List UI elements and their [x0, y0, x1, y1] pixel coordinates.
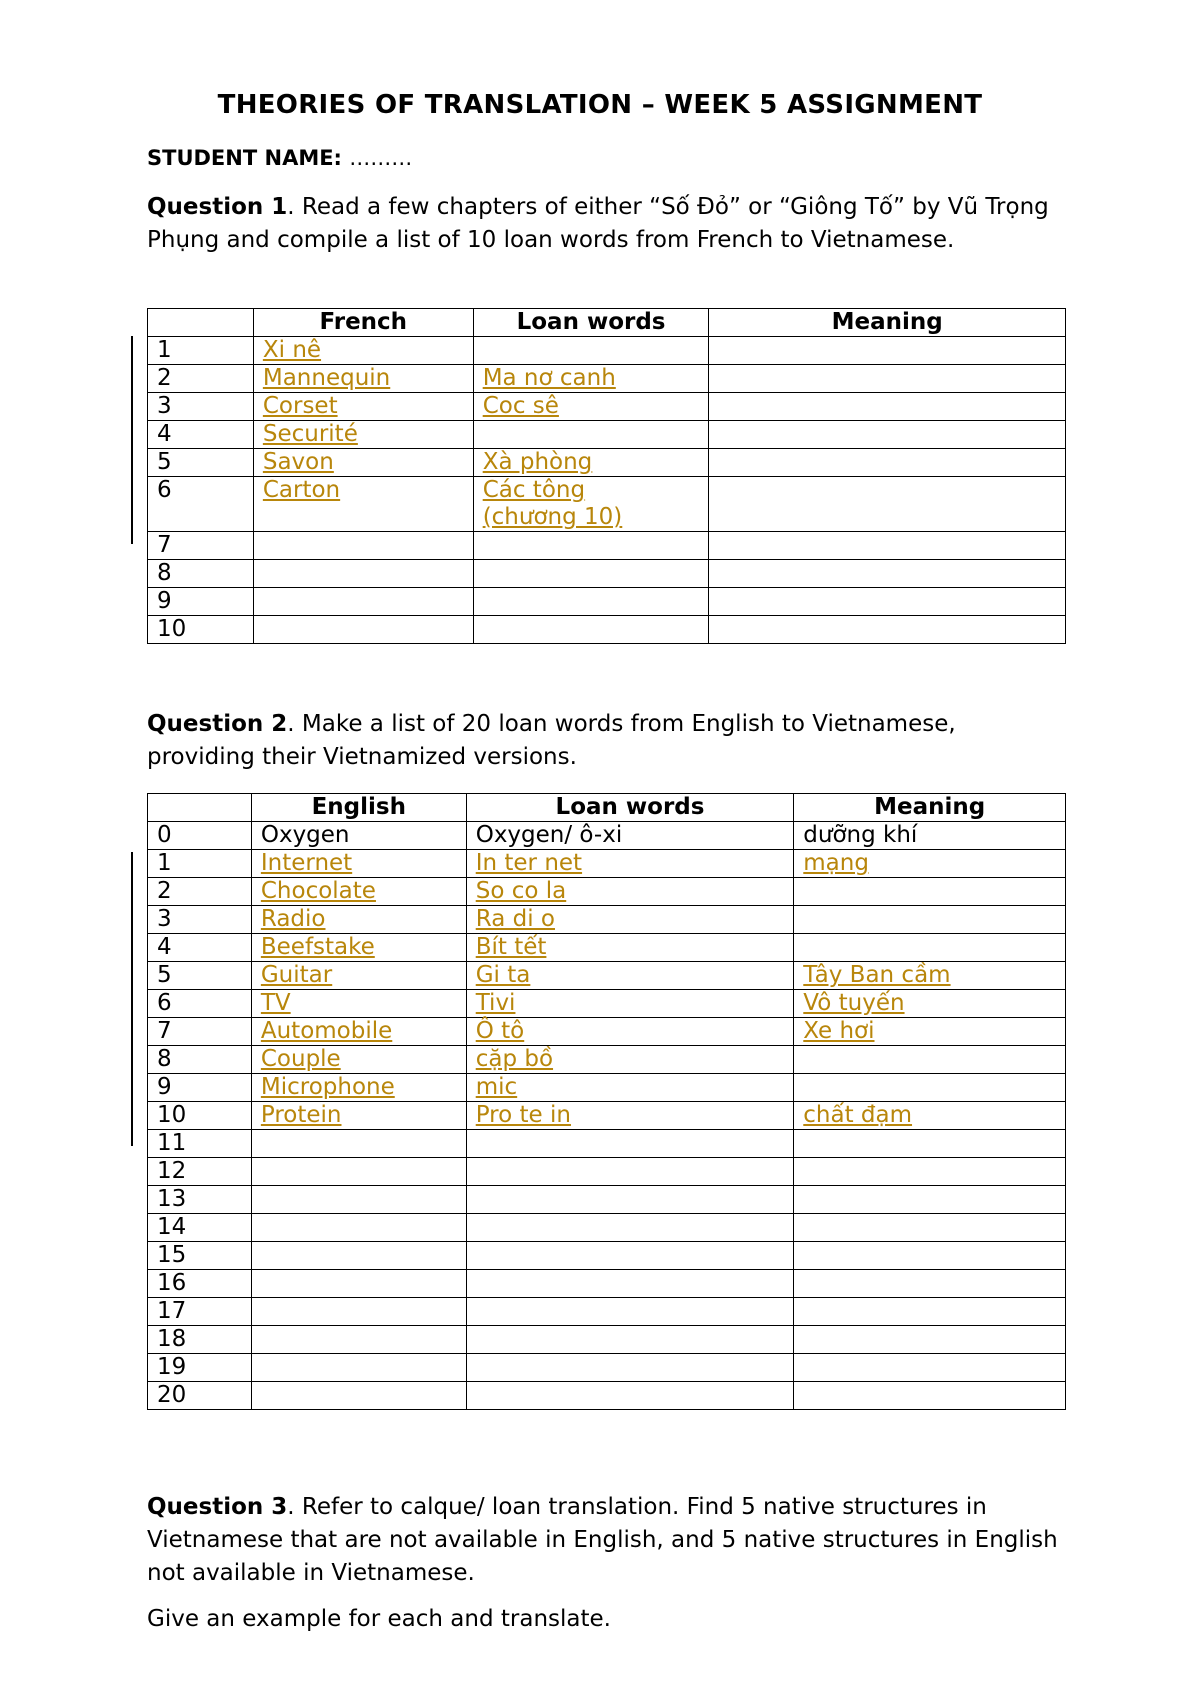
table-cell-n: 13: [148, 1186, 252, 1214]
table-cell-n: 2: [148, 365, 254, 393]
table-cell-loan[interactable]: [473, 421, 709, 449]
table-row: [148, 1382, 1066, 1410]
table-cell-src: [251, 934, 466, 962]
table-cell-meaning[interactable]: [794, 1270, 1066, 1298]
table-cell-loan: [473, 449, 709, 477]
student-name-line: [147, 146, 412, 170]
loan-word-link[interactable]: Corset: [262, 393, 338, 419]
table-cell-loan: [473, 365, 709, 393]
table-cell-src: [251, 1018, 466, 1046]
loan-word-link[interactable]: mạng: [803, 850, 869, 876]
loan-word-link[interactable]: Carton: [262, 477, 341, 503]
table-cell-n: 11: [148, 1130, 252, 1158]
table-cell-src: [253, 393, 473, 421]
table-cell-src[interactable]: [253, 588, 473, 616]
table-cell-loan: [466, 878, 794, 906]
table-cell-n: 8: [148, 1046, 252, 1074]
loan-word-link[interactable]: In ter net: [475, 850, 583, 876]
table-cell-n: 10: [148, 1102, 252, 1130]
loan-word-link[interactable]: Savon: [262, 449, 334, 475]
loan-word-link[interactable]: Chocolate: [260, 878, 376, 904]
question-3-instruction: Give an example for each and translate.: [147, 1606, 611, 1632]
question-2-label: Question 2: [147, 711, 288, 737]
table-cell-src[interactable]: [253, 532, 473, 560]
loan-word-link[interactable]: Radio: [260, 906, 326, 932]
table-cell-loan: [466, 906, 794, 934]
table-cell-n: 20: [148, 1382, 252, 1410]
table-cell-meaning[interactable]: [709, 588, 1066, 616]
table-row: [148, 616, 1066, 644]
table-cell-meaning[interactable]: [794, 934, 1066, 962]
column-header: [148, 309, 254, 337]
table-row: [148, 337, 1066, 365]
table-cell-loan[interactable]: Oxygen/ ô-xi: [466, 822, 794, 850]
change-bar: [131, 336, 133, 544]
table-cell-src: [251, 906, 466, 934]
table-cell-meaning[interactable]: [794, 1214, 1066, 1242]
document-title: THEORIES OF TRANSLATION – WEEK 5 ASSIGNMENT: [217, 90, 983, 120]
table-cell-n: 2: [148, 878, 252, 906]
table-cell-src[interactable]: [251, 1242, 466, 1270]
table-cell-src[interactable]: [251, 1214, 466, 1242]
table-cell-n: 5: [148, 962, 252, 990]
table-cell-loan[interactable]: [466, 1158, 794, 1186]
loan-word-link[interactable]: Gi ta: [475, 962, 531, 988]
column-header: Loan words: [466, 794, 794, 822]
table-row: [148, 393, 1066, 421]
table-cell-src: [253, 365, 473, 393]
table-cell-loan[interactable]: [466, 1242, 794, 1270]
table-cell-meaning[interactable]: [709, 449, 1066, 477]
table-cell-meaning[interactable]: [794, 1354, 1066, 1382]
table-cell-loan: [466, 1102, 794, 1130]
column-header: Meaning: [709, 309, 1066, 337]
loan-word-link[interactable]: chất đạm: [803, 1102, 913, 1128]
table-cell-n: 3: [148, 906, 252, 934]
table-cell-meaning[interactable]: [794, 1242, 1066, 1270]
table-cell-loan[interactable]: [473, 560, 709, 588]
table-cell-meaning[interactable]: dưỡng khí: [794, 822, 1066, 850]
loan-word-link[interactable]: Ra di o: [475, 906, 555, 932]
table-row: [148, 1214, 1066, 1242]
table-cell-src: [251, 990, 466, 1018]
table-cell-src: [253, 449, 473, 477]
table-row: [148, 1242, 1066, 1270]
table-cell-loan[interactable]: [466, 1326, 794, 1354]
table-row: [148, 934, 1066, 962]
loan-word-link[interactable]: Coc sê: [482, 393, 559, 419]
table-cell-loan[interactable]: [473, 616, 709, 644]
table-row: [148, 1046, 1066, 1074]
table-cell-n: 5: [148, 449, 254, 477]
table-cell-meaning: [794, 1018, 1066, 1046]
table-cell-meaning[interactable]: [709, 532, 1066, 560]
question-3-label: Question 3: [147, 1494, 288, 1520]
loan-word-link[interactable]: Pro te in: [475, 1102, 571, 1128]
table-cell-src[interactable]: [251, 1270, 466, 1298]
loan-word-link[interactable]: Xe hơi: [803, 1018, 875, 1044]
loan-word-link[interactable]: Automobile: [260, 1018, 393, 1044]
table-cell-loan: [473, 477, 709, 532]
loan-word-link[interactable]: Guitar: [260, 962, 333, 988]
question-1-body: . Read a few chapters of either “Số Đỏ” or “Giông Tố” by Vũ Trọng Phụng and compile a list of 10 loan words from French to Vietnamese.: [147, 194, 1049, 253]
loan-word-link[interactable]: Microphone: [260, 1074, 395, 1100]
table-row: [148, 1158, 1066, 1186]
table-row: [148, 1298, 1066, 1326]
table-cell-src[interactable]: [251, 1158, 466, 1186]
loan-word-link[interactable]: Tây Ban cầm: [803, 962, 951, 988]
table-header-row: [148, 794, 1066, 822]
loan-word-link[interactable]: Các tông (chương 10): [482, 477, 623, 530]
table-cell-src: [253, 337, 473, 365]
table-cell-n: 3: [148, 393, 254, 421]
table-cell-src: [251, 878, 466, 906]
table-cell-meaning[interactable]: [794, 906, 1066, 934]
question-1-text: [147, 191, 1067, 257]
table-row: [148, 1074, 1066, 1102]
table-cell-n: 1: [148, 850, 252, 878]
table-cell-meaning[interactable]: [794, 1046, 1066, 1074]
table-cell-n: 7: [148, 532, 254, 560]
table-cell-meaning: [794, 1102, 1066, 1130]
table-row: [148, 532, 1066, 560]
table-cell-loan[interactable]: [473, 532, 709, 560]
loan-word-link[interactable]: Ô tô: [475, 1018, 525, 1044]
table-cell-loan: [466, 1018, 794, 1046]
table-cell-meaning[interactable]: [794, 1158, 1066, 1186]
table-cell-n: 15: [148, 1242, 252, 1270]
table-row: [148, 560, 1066, 588]
question-3-text: [147, 1491, 1067, 1590]
question-1-label: Question 1: [147, 194, 288, 220]
loan-word-link[interactable]: Mannequin: [262, 365, 391, 391]
table-cell-meaning[interactable]: [709, 616, 1066, 644]
question-3-body: . Refer to calque/ loan translation. Find 5 native structures in Vietnamese that are not available in English, and 5 native structures in English not available in Vietnamese.: [147, 1494, 1058, 1586]
loan-word-link[interactable]: Beefstake: [260, 934, 375, 960]
loan-word-link[interactable]: Xà phòng: [482, 449, 593, 475]
table-cell-src[interactable]: [253, 616, 473, 644]
table-row: [148, 990, 1066, 1018]
table-row: [148, 1326, 1066, 1354]
table-cell-n: 6: [148, 477, 254, 532]
table-cell-loan[interactable]: [466, 1130, 794, 1158]
loan-word-link[interactable]: Protein: [260, 1102, 342, 1128]
table-cell-n: 19: [148, 1354, 252, 1382]
table-row: [148, 1270, 1066, 1298]
student-name-value[interactable]: ………: [349, 146, 413, 170]
table-row: [148, 850, 1066, 878]
table-cell-loan[interactable]: [466, 1298, 794, 1326]
table-row: [148, 878, 1066, 906]
table-cell-meaning[interactable]: [794, 1298, 1066, 1326]
table-cell-n: 7: [148, 1018, 252, 1046]
table-cell-n: 8: [148, 560, 254, 588]
table-cell-loan: [473, 393, 709, 421]
column-header: [148, 794, 252, 822]
table-cell-meaning[interactable]: [794, 878, 1066, 906]
table-cell-n: 10: [148, 616, 254, 644]
table-cell-n: 0: [148, 822, 252, 850]
loan-word-link[interactable]: So co la: [475, 878, 567, 904]
table-cell-src[interactable]: [251, 1326, 466, 1354]
loan-word-link[interactable]: Bít tết: [475, 934, 547, 960]
column-header: French: [253, 309, 473, 337]
table-cell-meaning[interactable]: [709, 365, 1066, 393]
loan-word-link[interactable]: Internet: [260, 850, 353, 876]
table-cell-src[interactable]: Oxygen: [251, 822, 466, 850]
table-cell-n: 4: [148, 934, 252, 962]
table-cell-n: 6: [148, 990, 252, 1018]
table-cell-loan: [466, 1074, 794, 1102]
table-cell-n: 17: [148, 1298, 252, 1326]
loan-word-link[interactable]: Tivi: [475, 990, 516, 1016]
table-cell-meaning: [794, 850, 1066, 878]
table-cell-loan[interactable]: [466, 1270, 794, 1298]
table-cell-src: [251, 850, 466, 878]
table-cell-loan[interactable]: [473, 337, 709, 365]
loan-word-link[interactable]: cặp bồ: [475, 1046, 554, 1072]
table-cell-src[interactable]: [253, 560, 473, 588]
table-row: [148, 1102, 1066, 1130]
table-row: [148, 962, 1066, 990]
table-cell-loan: [466, 850, 794, 878]
table-row: [148, 365, 1066, 393]
table-cell-src: [251, 962, 466, 990]
table-cell-meaning[interactable]: [794, 1382, 1066, 1410]
english-loan-words-table: [147, 793, 1066, 1410]
table-cell-meaning[interactable]: [709, 393, 1066, 421]
table-cell-loan[interactable]: [466, 1354, 794, 1382]
table-cell-n: 9: [148, 1074, 252, 1102]
table-cell-meaning[interactable]: [709, 337, 1066, 365]
table-cell-meaning[interactable]: [794, 1130, 1066, 1158]
table-row: [148, 1186, 1066, 1214]
table-cell-src: [253, 421, 473, 449]
table-row: [148, 1130, 1066, 1158]
table-cell-src: [253, 477, 473, 532]
student-name-label: STUDENT NAME:: [147, 146, 342, 170]
loan-word-link[interactable]: Xi nê: [262, 337, 322, 363]
french-loan-words-table: [147, 308, 1066, 644]
table-cell-n: 9: [148, 588, 254, 616]
table-row: [148, 822, 1066, 850]
question-2-body: . Make a list of 20 loan words from English to Vietnamese, providing their Vietnamized versions.: [147, 711, 956, 770]
table-row: [148, 588, 1066, 616]
table-cell-loan[interactable]: [466, 1186, 794, 1214]
table-row: [148, 449, 1066, 477]
table-cell-loan: [466, 962, 794, 990]
column-header: Loan words: [473, 309, 709, 337]
table-cell-src: [251, 1046, 466, 1074]
table-cell-src[interactable]: [251, 1298, 466, 1326]
table-cell-loan[interactable]: [473, 588, 709, 616]
table-cell-src[interactable]: [251, 1382, 466, 1410]
table-row: [148, 477, 1066, 532]
table-cell-meaning[interactable]: [709, 560, 1066, 588]
table-cell-meaning[interactable]: [794, 1186, 1066, 1214]
loan-word-link[interactable]: mic: [475, 1074, 518, 1100]
loan-word-link[interactable]: TV: [260, 990, 291, 1016]
table-cell-n: 12: [148, 1158, 252, 1186]
table-cell-src: [251, 1074, 466, 1102]
table-cell-loan: [466, 1046, 794, 1074]
loan-word-link[interactable]: Couple: [260, 1046, 341, 1072]
table-cell-meaning[interactable]: [794, 1074, 1066, 1102]
change-bar: [131, 852, 133, 1146]
table-cell-loan: [466, 990, 794, 1018]
table-cell-n: 18: [148, 1326, 252, 1354]
table-header-row: [148, 309, 1066, 337]
column-header: Meaning: [794, 794, 1066, 822]
table-cell-loan[interactable]: [466, 1214, 794, 1242]
table-cell-n: 4: [148, 421, 254, 449]
question-2-text: [147, 708, 1067, 774]
table-cell-meaning: [794, 962, 1066, 990]
table-row: [148, 1354, 1066, 1382]
table-cell-loan: [466, 934, 794, 962]
table-cell-meaning[interactable]: [709, 477, 1066, 532]
table-cell-n: 1: [148, 337, 254, 365]
loan-word-link[interactable]: Ma nơ canh: [482, 365, 616, 391]
table-cell-src: [251, 1102, 466, 1130]
table-row: [148, 421, 1066, 449]
table-cell-src[interactable]: [251, 1186, 466, 1214]
table-row: [148, 906, 1066, 934]
table-cell-loan[interactable]: [466, 1382, 794, 1410]
table-cell-meaning[interactable]: [794, 1326, 1066, 1354]
table-cell-n: 16: [148, 1270, 252, 1298]
column-header: English: [251, 794, 466, 822]
table-cell-src[interactable]: [251, 1354, 466, 1382]
loan-word-link[interactable]: Securité: [262, 421, 358, 447]
table-cell-meaning: [794, 990, 1066, 1018]
table-row: [148, 1018, 1066, 1046]
table-cell-meaning[interactable]: [709, 421, 1066, 449]
table-cell-src[interactable]: [251, 1130, 466, 1158]
table-cell-n: 14: [148, 1214, 252, 1242]
loan-word-link[interactable]: Vô tuyến: [803, 990, 905, 1016]
